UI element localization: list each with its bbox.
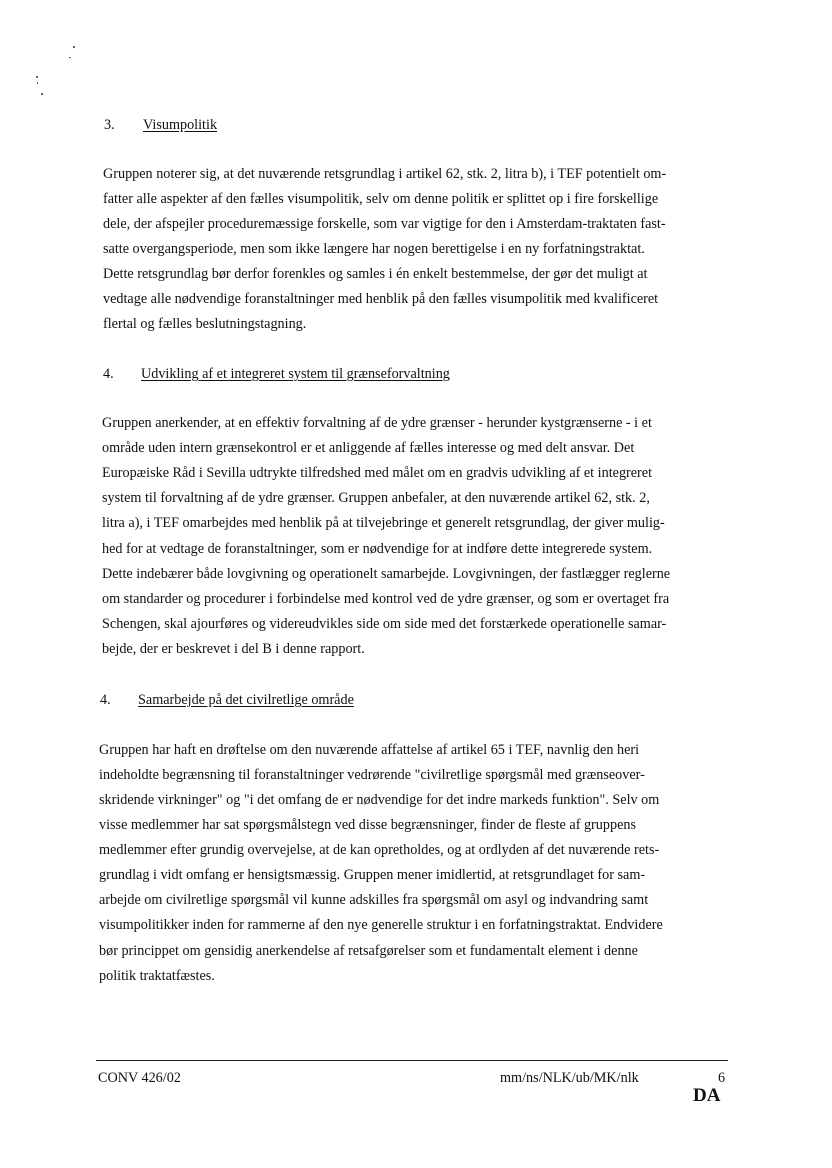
- paragraph-line: Europæiske Råd i Sevilla udtrykte tilfredshed med målet om en gradvis udvikling af et integreret: [102, 465, 653, 481]
- paragraph-line: litra a), i TEF omarbejdes med henblik på at tilvejebringe et generelt retsgrundlag, der giver mulig-: [102, 515, 665, 531]
- paragraph-line: visumpolitikker inden for rammerne af den nye generelle struktur i en forfatningstraktat. Endvidere: [99, 917, 663, 933]
- scan-mark: [73, 46, 75, 48]
- paragraph-line: politik traktatfæstes.: [99, 968, 215, 984]
- paragraph-line: Gruppen anerkender, at en effektiv forvaltning af de ydre grænser - herunder kystgrænserne - i et: [102, 415, 652, 431]
- footer-doc-ref: CONV 426/02: [98, 1070, 181, 1086]
- paragraph-line: satte overgangsperiode, men som ikke længere har nogen berettigelse i en ny forfatningstraktat.: [103, 241, 645, 257]
- paragraph-line: indeholdte begrænsning til foranstaltninger vedrørende "civilretlige spørgsmål med grænseover-: [99, 767, 645, 783]
- paragraph-line: bør princippet om gensidig anerkendelse af retsafgørelser som et fundamentalt element i denne: [99, 943, 638, 959]
- paragraph-line: Schengen, skal ajourføres og videreudvikles side om side med det forstærkede operationelle samar-: [102, 616, 667, 632]
- section-number: 3.: [104, 117, 115, 133]
- page-number: 6: [718, 1070, 726, 1086]
- footer-initials: mm/ns/NLK/ub/MK/nlk: [500, 1070, 639, 1086]
- paragraph-line: hed for at vedtage de foranstaltninger, som er nødvendige for at indføre dette integrerede system.: [102, 541, 653, 557]
- section-number: 4.: [103, 366, 114, 382]
- paragraph-line: arbejde om civilretlige spørgsmål vil kunne adskilles fra spørgsmål om asyl og indvandring samt: [99, 892, 649, 908]
- paragraph-line: skridende virkninger" og "i det omfang de er nødvendige for det indre markeds funktion". Selv om: [99, 792, 660, 808]
- footer-rule: [96, 1060, 728, 1061]
- paragraph-line: grundlag i vidt omfang er hensigtsmæssig. Gruppen mener imidlertid, at retsgrundlaget for sam-: [99, 867, 646, 883]
- paragraph-line: bejde, der er beskrevet i del B i denne rapport.: [102, 641, 365, 657]
- paragraph-line: visse medlemmer har sat spørgsmålstegn ved disse begrænsninger, finder de fleste af gruppens: [99, 817, 636, 833]
- language-code: DA: [693, 1085, 721, 1106]
- paragraph-line: dele, der afspejler proceduremæssige forskelle, som var vigtige for den i Amsterdam-traktaten fast-: [103, 216, 666, 232]
- paragraph-line: vedtage alle nødvendige foranstaltninger med henblik på den fælles visumpolitik med kvalificeret: [103, 291, 659, 307]
- section-heading: Visumpolitik: [143, 117, 218, 133]
- paragraph-line: Gruppen noterer sig, at det nuværende retsgrundlag i artikel 62, stk. 2, litra b), i TEF potentielt om-: [103, 166, 667, 182]
- section-heading: Udvikling af et integreret system til grænseforvaltning: [141, 366, 450, 382]
- paragraph-line: Dette indebærer både lovgivning og operationelt samarbejde. Lovgivningen, der fastlægger reglerne: [102, 566, 671, 582]
- scan-mark: [37, 82, 38, 84]
- paragraph-line: Gruppen har haft en drøftelse om den nuværende affattelse af artikel 65 i TEF, navnlig den heri: [99, 742, 640, 758]
- paragraph-line: Dette retsgrundlag bør derfor forenkles og samles i én enkelt bestemmelse, der gør det muligt at: [103, 266, 648, 282]
- paragraph-line: om standarder og procedurer i forbindelse med kontrol ved de ydre grænser, og som er overtaget fra: [102, 591, 670, 607]
- paragraph-line: medlemmer efter grundig overvejelse, at de kan opretholdes, og at ordlyden af det nuværende rets-: [99, 842, 660, 858]
- paragraph-line: flertal og fælles beslutningstagning.: [103, 316, 307, 332]
- scan-mark: [36, 76, 38, 78]
- scan-mark: [69, 57, 71, 58]
- paragraph-line: system til forvaltning af de ydre grænser. Gruppen anbefaler, at den nuværende artikel 62, stk. 2,: [102, 490, 650, 506]
- scan-mark: [41, 93, 43, 95]
- section-number: 4.: [100, 692, 111, 708]
- paragraph-line: område uden intern grænsekontrol er et anliggende af fælles interesse og med delt ansvar. Det: [102, 440, 635, 456]
- paragraph-line: fatter alle aspekter af den fælles visumpolitik, selv om denne politik er splittet op i fire forskellige: [103, 191, 659, 207]
- section-heading: Samarbejde på det civilretlige område: [138, 692, 354, 708]
